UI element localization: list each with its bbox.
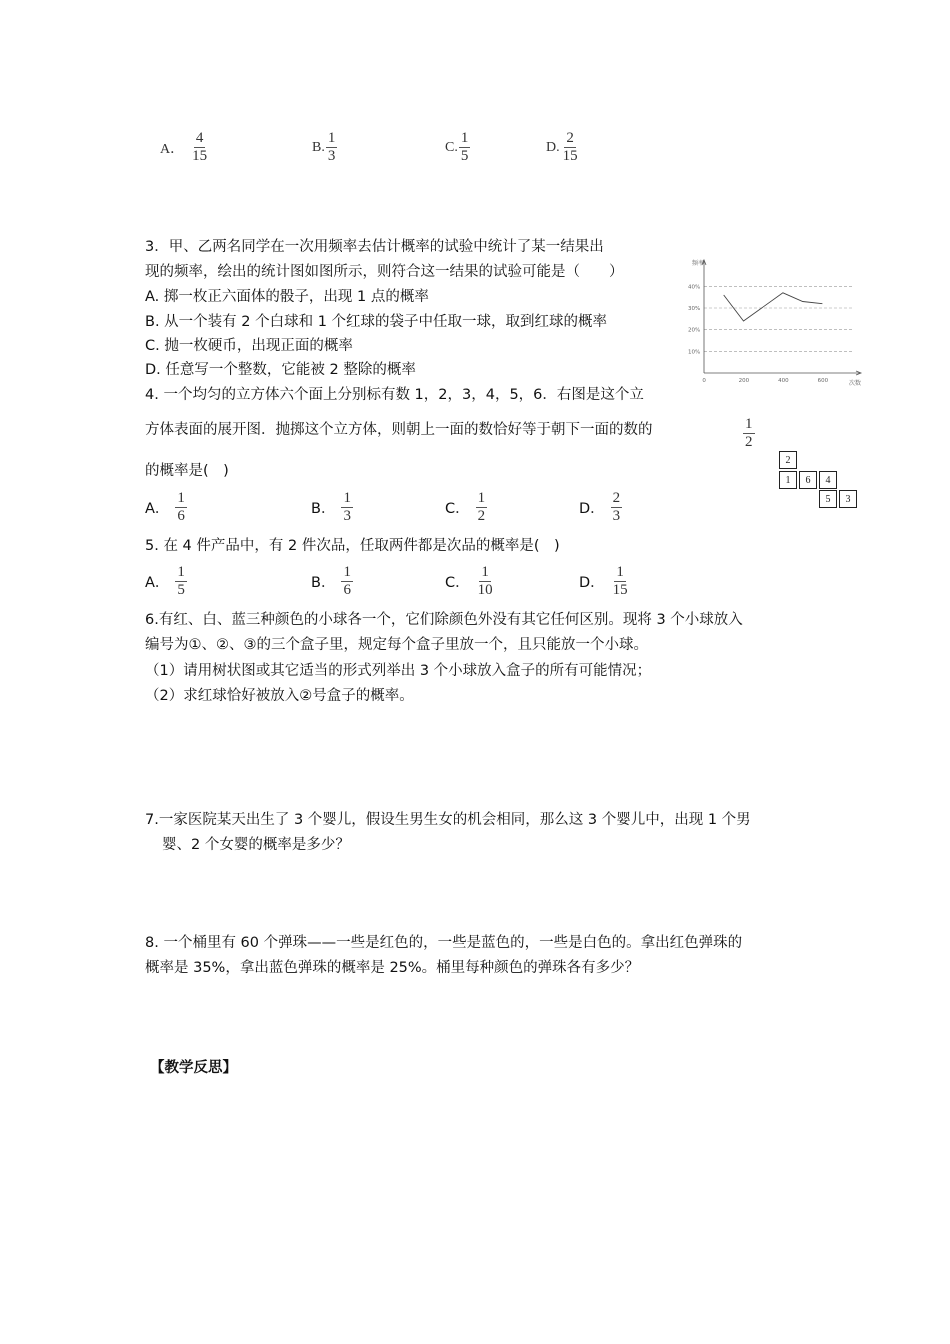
cube-face: 3 — [839, 490, 857, 508]
option-label: C. — [445, 139, 458, 155]
fraction: $\frac{2}{3}$ — [612, 490, 621, 524]
option-label: D． — [579, 501, 605, 517]
q4-option-a — [145, 490, 187, 525]
chart-axes — [702, 260, 861, 375]
q3-option-d: D. 任意写一个整数，它能被 2 整除的概率 — [145, 362, 416, 378]
option-label: B． — [311, 575, 336, 591]
frequency-line-chart — [686, 255, 866, 390]
q3-stem-line2: 现的频率，绘出的统计图如图所示，则符合这一结果的试验可能是（ ） — [145, 264, 624, 280]
q5-option-c — [445, 564, 495, 599]
chart-ticks — [688, 284, 829, 384]
q2-option-d — [546, 130, 580, 165]
cube-face: 5 — [819, 490, 837, 508]
fraction: $\frac{1}{3}$ — [327, 130, 336, 164]
chart-series — [724, 293, 823, 321]
option-label: B. — [312, 139, 325, 155]
q6-line1: 6.有红、白、蓝三种颜色的小球各一个，它们除颜色外没有其它任何区别。现将 3 个小球放入 — [145, 612, 743, 628]
q8-line1: 8. 一个桶里有 60 个弹珠——一些是红色的，一些是蓝色的，一些是白色的。拿出红色弹珠的 — [145, 935, 743, 951]
q5-option-b — [311, 564, 353, 599]
x-tick-label: 0 — [702, 378, 706, 384]
q7-line1: 7.一家医院某天出生了 3 个婴儿，假设生男生女的机会相同，那么这 3 个婴儿中，出现 1 个男 — [145, 812, 751, 828]
fraction-numerator: 1 — [745, 416, 753, 432]
chart-y-label: 频率 — [692, 260, 705, 267]
q3-option-a: A. 掷一枚正六面体的骰子，出现 1 点的概率 — [145, 289, 429, 305]
fraction: $\frac{1}{5}$ — [460, 130, 469, 164]
y-tick-label: 30% — [688, 306, 701, 312]
fraction-denominator: 2 — [745, 434, 753, 450]
fraction: $\frac{1}{5}$ — [177, 564, 185, 598]
q2-option-c — [445, 130, 470, 165]
x-tick-label: 400 — [778, 378, 789, 384]
teaching-reflection-heading: 【教学反思】 — [150, 1060, 237, 1076]
option-label: D． — [579, 575, 605, 591]
q4-option-d — [579, 490, 622, 525]
q3-option-b: B. 从一个装有 2 个白球和 1 个红球的袋子中任取一球，取到红球的概率 — [145, 314, 608, 330]
y-tick-label: 10% — [688, 349, 701, 356]
q8-line2: 概率是 35%，拿出蓝色弹珠的概率是 25%。桶里每种颜色的弹珠各有多少？ — [145, 960, 640, 976]
q5-stem: 5. 在 4 件产品中，有 2 件次品，任取两件都是次品的概率是( ) — [145, 538, 560, 554]
cube-face: 1 — [779, 471, 797, 489]
cube-face: 4 — [819, 471, 837, 489]
y-tick-label: 20% — [688, 327, 701, 334]
q4-stem-line3: 的概率是( ) — [145, 463, 229, 479]
fraction: $\frac{1}{10}$ — [477, 564, 493, 598]
q6-line4: （2）求红球恰好被放入②号盒子的概率。 — [145, 688, 414, 704]
fraction: $\frac{1}{15}$ — [612, 564, 628, 598]
chart-x-label: 次数 — [849, 380, 862, 387]
option-label: D. — [546, 139, 560, 155]
q5-option-a — [145, 564, 187, 599]
cube-face: 2 — [779, 451, 797, 469]
q7-line2: 婴、2 个女婴的概率是多少？ — [162, 837, 350, 853]
option-label: B． — [311, 501, 336, 517]
q6-line2: 编号为①、②、③的三个盒子里，规定每个盒子里放一个，且只能放一个小球。 — [145, 637, 648, 653]
q4-option-b — [311, 490, 353, 525]
fraction: $\frac{1}{6}$ — [343, 564, 351, 598]
q2-option-b — [312, 130, 337, 165]
q4-half-fraction — [743, 416, 755, 451]
y-tick-label: 40% — [688, 284, 701, 291]
option-label: C． — [445, 575, 470, 591]
q3-option-c: C. 抛一枚硬币，出现正面的概率 — [145, 338, 353, 354]
q3-stem-line1: 3．甲、乙两名同学在一次用频率去估计概率的试验中统计了某一结果出 — [145, 239, 604, 255]
frequency-series-line — [724, 293, 823, 321]
fraction: $\frac{4}{15}$ — [192, 130, 208, 164]
option-label: A． — [160, 141, 185, 157]
fraction: $\frac{1}{2}$ — [477, 490, 486, 524]
q2-option-a — [160, 130, 209, 165]
x-tick-label: 200 — [738, 378, 750, 384]
fraction: $\frac{1}{6}$ — [177, 490, 185, 524]
option-label: A． — [145, 575, 170, 591]
q4-stem-line1: 4. 一个均匀的立方体六个面上分别标有数 1，2，3，4，5，6．右图是这个立 — [145, 387, 644, 403]
cube-face: 6 — [799, 471, 817, 489]
option-label: A． — [145, 501, 170, 517]
option-label: C． — [445, 501, 470, 517]
x-tick-label: 600 — [817, 378, 829, 384]
fraction: $\frac{2}{15}$ — [562, 130, 578, 164]
q4-stem-line2: 方体表面的展开图．抛掷这个立方体，则朝上一面的数恰好等于朝下一面的数的 — [145, 422, 653, 438]
q6-line3: （1）请用树状图或其它适当的形式列举出 3 个小球放入盒子的所有可能情况； — [145, 663, 652, 679]
q4-option-c — [445, 490, 487, 525]
fraction: $\frac{1}{3}$ — [343, 490, 351, 524]
q5-option-d — [579, 564, 630, 599]
